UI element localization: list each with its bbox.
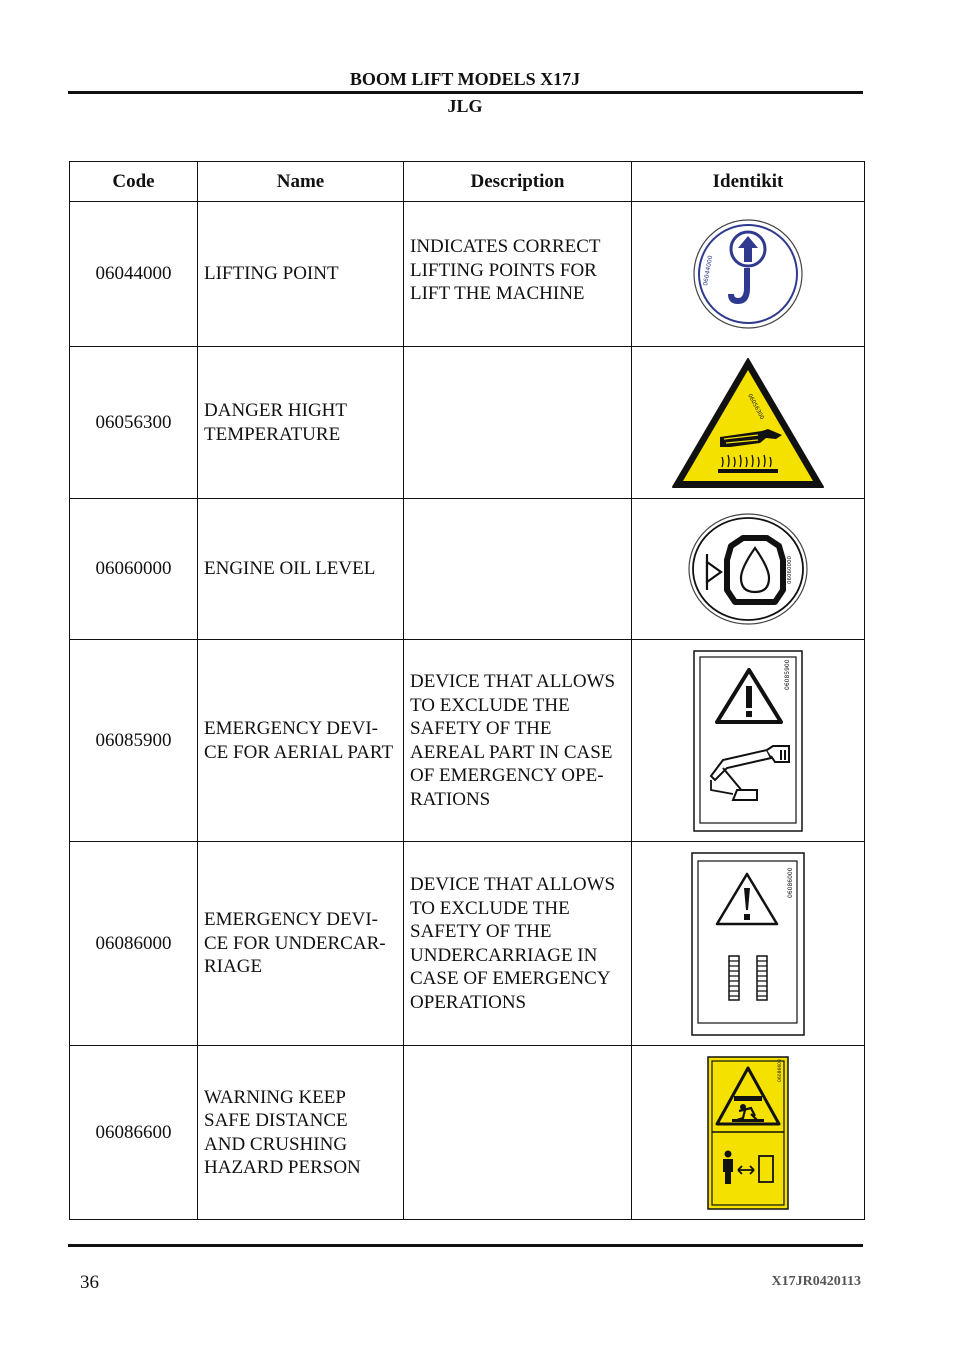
footer-rule — [68, 1244, 863, 1247]
table-header-row — [70, 162, 865, 202]
description-cell — [404, 1046, 632, 1220]
code-cell: 06086600 — [70, 1046, 198, 1220]
description-text: DEVICE THAT ALLOWS TO EXCLUDE THE SAFETY OF THE AEREAL PART IN CASE OF EMERGENCY OPE- RATIONS — [410, 671, 616, 810]
description-text: INDICATES CORRECT LIFTING POINTS FOR LIFT THE MACHINE — [410, 236, 601, 304]
description-cell — [404, 842, 632, 1046]
code-cell: 06060000 — [70, 499, 198, 640]
hot-surface-warning-icon — [670, 355, 826, 491]
description-cell — [404, 640, 632, 842]
table-row — [70, 842, 865, 1046]
decal-code-text: 06056300 — [746, 392, 765, 421]
identikit-cell — [632, 499, 865, 640]
lifting-point-decal-icon — [692, 218, 804, 330]
description-text: DEVICE THAT ALLOWS TO EXCLUDE THE SAFETY OF THE UNDERCARRIAGE IN CASE OF EMERGENCY OPERATIONS — [410, 874, 616, 1013]
code-cell: 06085900 — [70, 640, 198, 842]
identikit-cell — [632, 1046, 865, 1220]
header-rule — [68, 91, 863, 94]
code-cell: 06044000 — [70, 202, 198, 347]
table-row — [70, 347, 865, 499]
name-text: EMERGENCY DEVI- CE FOR AERIAL PART — [204, 718, 394, 763]
page-number: 36 — [80, 1272, 99, 1293]
name-cell — [198, 842, 404, 1046]
name-cell — [198, 202, 404, 347]
column-header-code: Code — [70, 162, 198, 202]
name-cell — [198, 499, 404, 640]
name-text: DANGER HIGHT TEMPERATURE — [204, 400, 348, 445]
name-cell — [198, 1046, 404, 1220]
decal-code-text: 06060000 — [787, 556, 793, 584]
code-cell: 06056300 — [70, 347, 198, 499]
decal-code-text: 06086000 — [787, 866, 794, 898]
document-header-subtitle: JLG — [447, 96, 483, 116]
name-cell — [198, 347, 404, 499]
emergency-aerial-part-decal-icon — [693, 650, 803, 832]
column-header-description: Description — [404, 162, 632, 202]
identikit-cell — [632, 640, 865, 842]
table-row — [70, 499, 865, 640]
name-text: WARNING KEEP SAFE DISTANCE AND CRUSHING HAZARD PERSON — [204, 1086, 361, 1178]
name-cell — [198, 640, 404, 842]
description-cell — [404, 347, 632, 499]
table-row — [70, 202, 865, 347]
description-cell — [404, 499, 632, 640]
column-header-name: Name — [198, 162, 404, 202]
column-header-identikit: Identikit — [632, 162, 865, 202]
crushing-hazard-keep-distance-icon — [707, 1056, 789, 1210]
table-row — [70, 1046, 865, 1220]
document-code: X17JR0420113 — [771, 1274, 861, 1289]
document-header-title: BOOM LIFT MODELS X17J — [349, 69, 581, 89]
identikit-cell — [632, 842, 865, 1046]
decal-code-text: 06085900 — [784, 658, 791, 690]
description-cell — [404, 202, 632, 347]
decal-code-text: 06086600 — [778, 1058, 783, 1082]
engine-oil-level-icon — [687, 512, 809, 626]
table-row — [70, 640, 865, 842]
decal-code-text: 06044000 — [702, 255, 715, 287]
identikit-cell — [632, 347, 865, 499]
name-text: EMERGENCY DEVI- CE FOR UNDERCAR- RIAGE — [204, 909, 386, 978]
decal-table — [69, 161, 865, 1220]
emergency-undercarriage-decal-icon — [691, 852, 805, 1036]
identikit-cell — [632, 202, 865, 347]
code-cell: 06086000 — [70, 842, 198, 1046]
name-text: LIFTING POINT — [204, 263, 339, 285]
name-text: ENGINE OIL LEVEL — [204, 558, 376, 580]
